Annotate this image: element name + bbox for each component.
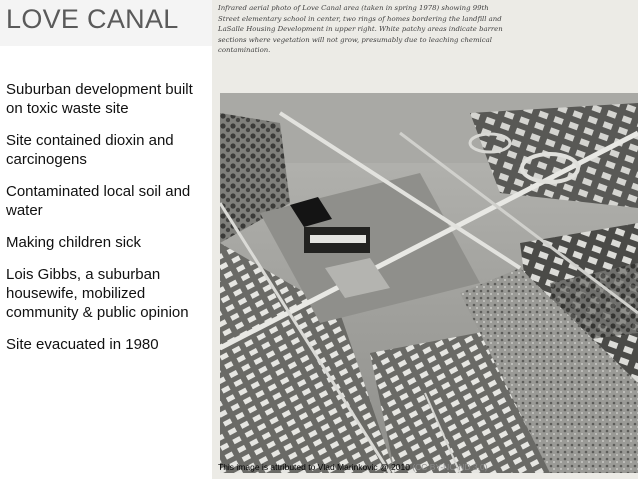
bullet-item: Contaminated local soil and water: [6, 183, 191, 219]
bullet-item: Site evacuated in 1980: [6, 336, 159, 353]
photo-caption: Infrared aerial photo of Love Canal area (taken in spring 1978) showing 99th Street elementary school in center, two rings of homes bordering the landfill and LaSalle Housing Development in upper right. White patchy areas indicate barren sections where vegetation will not grow, presumably due to leaching chemical contamination.: [218, 4, 503, 54]
bullet-item: Site contained dioxin and carcinogens: [6, 132, 174, 168]
attribution-text: This image is attributed to Vlad Marinkovic @ 2010: [218, 462, 410, 472]
license-text: (CC BY-NC-ND 3.0): [412, 462, 488, 472]
title-bar: [0, 0, 212, 46]
aerial-photo: [220, 93, 638, 473]
bullet-item: Lois Gibbs, a suburban housewife, mobilized community & public opinion: [6, 266, 189, 321]
attribution: [218, 462, 488, 472]
bullet-item: Suburban development built on toxic waste site: [6, 81, 193, 117]
bullet-list: [6, 80, 211, 367]
photo-panel: [212, 0, 638, 479]
bullet-item: Making children sick: [6, 234, 142, 251]
slide-title: LOVE CANAL: [6, 4, 179, 34]
